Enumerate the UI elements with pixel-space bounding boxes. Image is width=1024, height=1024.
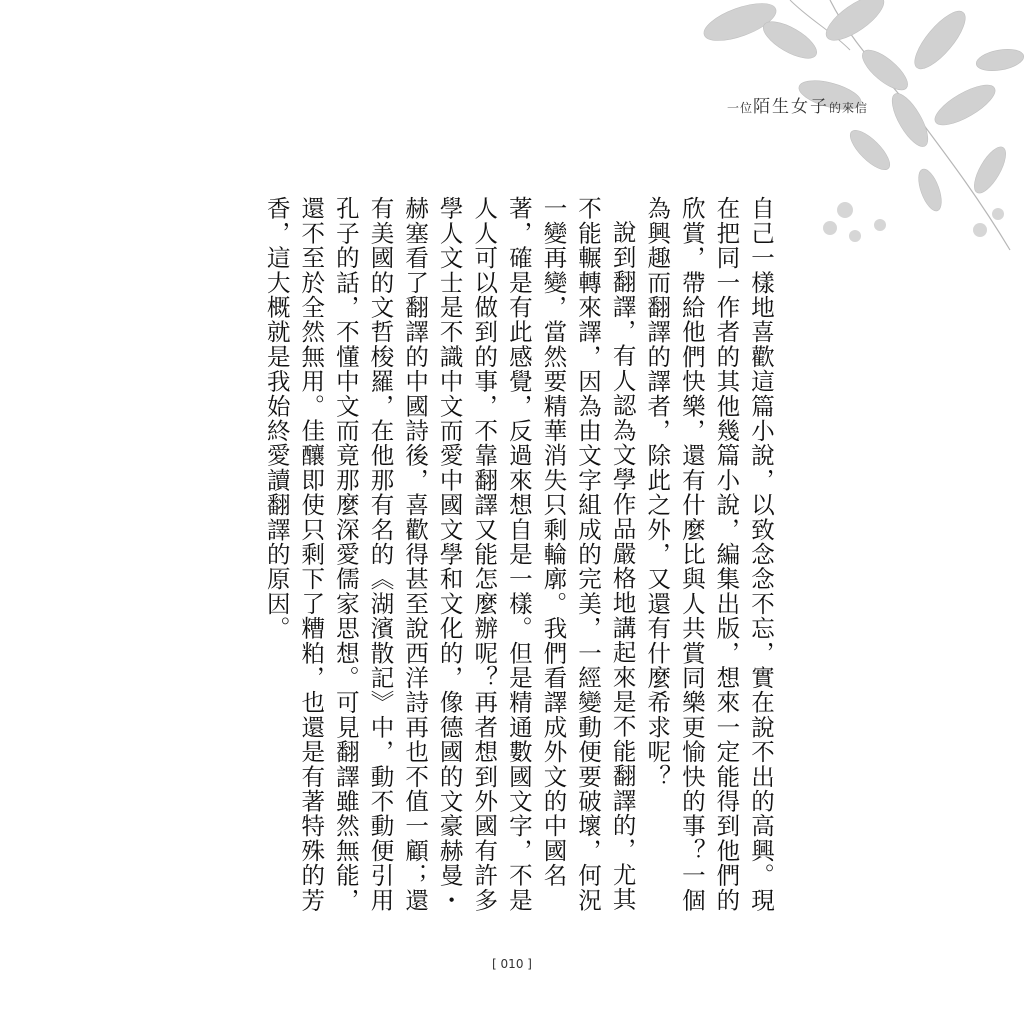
paragraph-2: 說到翻譯，有人認為文學作品嚴格地講起來是不能翻譯的，尤其不能輾轉來譯，因為由文字組成的完美，一經變動便要破壞，何況一變再變，當然要精華消失只剩輪廓。我們看譯成外文的中國名著，確是有此感覺，反過來想自是一樣。但是精通數國文字，不是人人可以做到的事，不靠翻譯又能怎麼辦呢？再者想到外國有許多學人文士是不識中文而愛中國文學和文化的，像德國的文豪赫曼・赫塞看了翻譯的中國詩後，喜歡得甚至說西洋詩再也不值一顧；還有美國的文哲梭羅，在他那有名的《湖濱散記》中，動不動便引用孔子的話，不懂中文而竟那麼深愛儒家思想。可見翻譯雖然無能，還不至於全然無用。佳釀即使只剩下了糟粕，也還是有著特殊的芳香，這大概就是我始終愛讀翻譯的原因。 bbox=[262, 196, 637, 913]
page-number: [ 010 ] bbox=[492, 957, 532, 971]
header-title-main: 陌生女子 bbox=[752, 97, 829, 117]
header-suffix: 的來信 bbox=[828, 101, 868, 115]
header-prefix: 一位 bbox=[726, 101, 753, 115]
body-text bbox=[258, 196, 778, 916]
paragraph-1: 自己一樣地喜歡這篇小說，以致念念不忘，實在說不出的高興。現在把同一作者的其他幾篇小說，編集出版，想來一定能得到他們的欣賞，帶給他們快樂，還有什麼比與人共賞同樂更愉快的事？一個為興趣而翻譯的譯者，除此之外，又還有什麼希求呢？ bbox=[643, 196, 775, 913]
running-header bbox=[727, 92, 868, 117]
